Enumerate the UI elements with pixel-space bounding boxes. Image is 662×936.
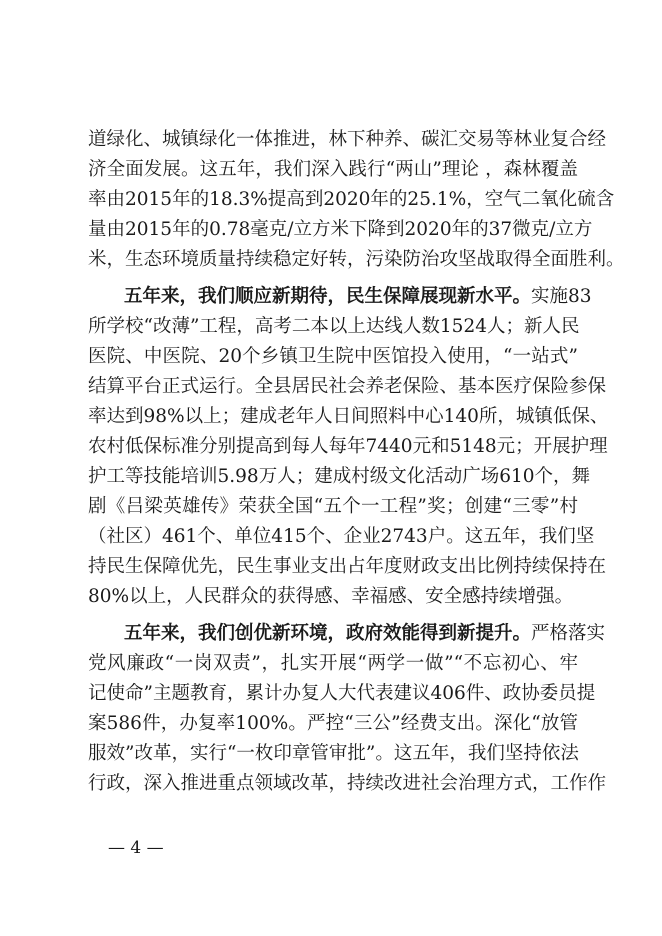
text-line [88,312,578,342]
text-line [88,462,591,492]
text-line [88,215,593,245]
text-line [88,522,595,552]
line-text: 结算平台正式运行。全县居民社会养老保险、基本医疗保险参保 [88,376,607,397]
paragraph-lead: 五年来，我们创优新环境，政府效能得到新提升。 [124,623,532,644]
text-line [88,739,578,769]
text-line [88,769,607,799]
text-line [88,679,596,709]
line-text: 党风廉政“一岗双责”，扎实开展“两学一做”“不忘初心、牢 [88,653,578,674]
line-text: 米，生态环境质量持续稳定好转，污染防治攻坚战取得全面胜利。 [88,249,625,270]
line-text: 行政，深入推进重点领域改革，持续改进社会治理方式，工作作 [88,773,607,794]
line-text: 实施83 [531,286,592,307]
paragraph-heading-line [124,619,606,649]
line-text: 医院、中医院、20个乡镇卫生院中医馆投入使用，“一站式” [88,346,578,367]
line-text: 率达到98%以上；建成老年人日间照料中心140所，城镇低保、 [88,406,609,427]
text-line [88,402,609,432]
text-line [88,649,578,679]
text-line [88,582,578,612]
text-line [88,342,578,372]
text-line [88,155,578,185]
line-text: 量由2015年的0.78毫克/立方米下降到2020年的37微克/立方 [88,219,593,240]
line-text: 持民生保障优先，民生事业支出占年度财政支出比例持续保持在 [88,556,607,577]
text-line [88,552,607,582]
line-text: 服效”改革，实行“一枚印章管审批”。这五年，我们坚持依法 [88,743,579,764]
page-number: — 4 — [108,838,164,858]
line-text: 案586件，办复率100%。严控“三公”经费支出。深化“放管 [88,713,578,734]
line-text: 所学校“改薄”工程，高考二本以上达线人数1524人；新人民 [88,316,580,337]
line-text: 济全面发展。这五年，我们深入践行“两山”理论 ，森林覆盖 [88,159,578,180]
line-text: 剧《吕梁英雄传》荣获全国“五个一工程”奖；创建“三零”村 [88,496,578,517]
line-text: 农村低保标准分别提高到每人每年7440元和5148元；开展护理 [88,436,608,457]
line-text: （社区）461个、单位415个、企业2743户。这五年，我们坚 [88,526,595,547]
line-text: 记使命”主题教育，累计办复人大代表建议406件、政协委员提 [88,683,596,704]
line-text: 率由2015年的18.3%提高到2020年的25.1%，空气二氧化硫含 [88,189,615,210]
paragraph-lead: 五年来，我们顺应新期待，民生保障展现新水平。 [124,286,532,307]
line-text: 严格落实 [531,623,606,644]
text-line [88,245,625,275]
line-text: 80%以上，人民群众的获得感、幸福感、安全感持续增强。 [88,586,574,607]
text-line [88,709,578,739]
line-text: 道绿化、城镇绿化一体推进，林下种养、碳汇交易等林业复合经 [88,129,607,150]
line-text: 护工等技能培训5.98万人；建成村级文化活动广场610个，舞 [88,466,591,487]
text-line [88,372,607,402]
paragraph-heading-line [124,282,592,312]
text-line [88,432,608,462]
text-line [88,492,578,522]
text-line [88,185,615,215]
text-line [88,125,607,155]
